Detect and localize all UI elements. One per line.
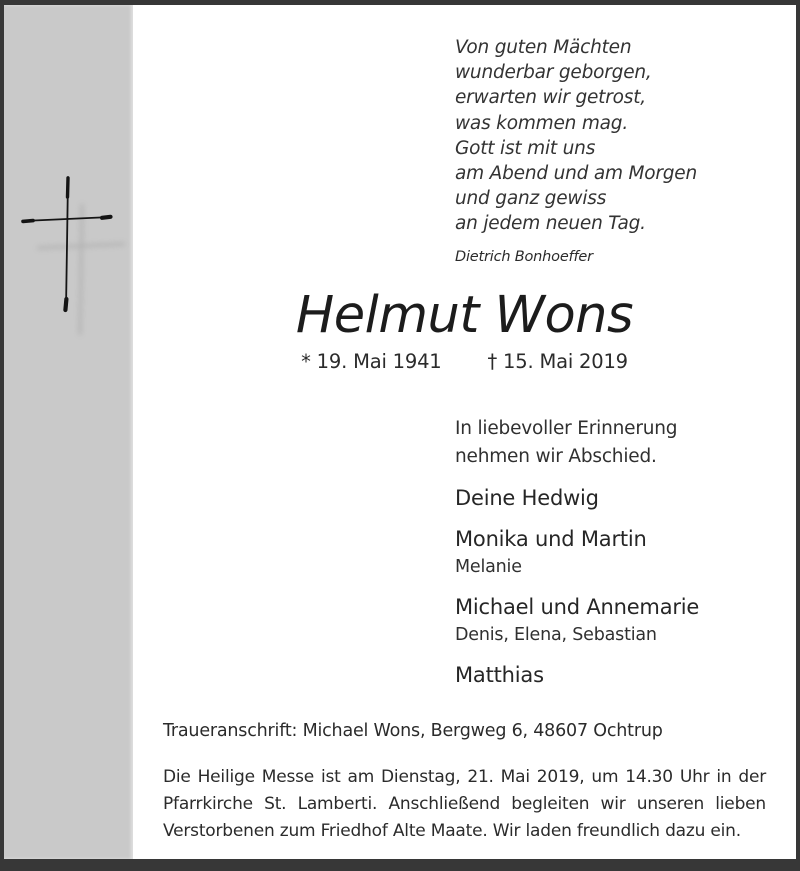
deceased-name: Helmut Wons <box>295 286 634 345</box>
memorial-poem <box>455 35 697 270</box>
frame-top <box>0 0 800 5</box>
footer-section <box>163 721 766 845</box>
poem-line: am Abend und am Morgen <box>455 163 698 185</box>
deceased-block <box>133 288 796 373</box>
poem-line: an jedem neuen Tag. <box>455 213 646 235</box>
funeral-service-info: Die Heilige Messe ist am Dienstag, 21. Mai 2019, um 14.30 Uhr in der Pfarrkirche St. Lamberti. Anschließend begleiten wir unseren lieben Verstorbenen zum Friedhof Alte Maate. Wir laden freundlich dazu ein. <box>163 767 766 841</box>
birth-date: * 19. Mai 1941 <box>301 350 442 374</box>
life-dates <box>133 350 796 373</box>
mourner-children: Denis, Elena, Sebastian <box>455 625 657 645</box>
poem-line: erwarten wir getrost, <box>455 87 646 109</box>
poem-line: was kommen mag. <box>455 112 629 134</box>
poem-line: Von guten Mächten <box>455 37 632 58</box>
death-date: † 15. Mai 2019 <box>487 350 628 374</box>
mourner-name: Monika und Martin <box>455 527 647 551</box>
poem-line: Gott ist mit uns <box>455 137 596 159</box>
mourner-name: Matthias <box>455 663 544 687</box>
poem-line: und ganz gewiss <box>455 188 607 210</box>
mourning-address: Traueranschrift: Michael Wons, Bergweg 6, 48607 Ochtrup <box>163 721 663 741</box>
memorial-cross-icon <box>4 135 137 375</box>
farewell-intro-line-1: In liebevoller Erinnerung <box>455 418 678 439</box>
mourner-children: Melanie <box>455 557 522 577</box>
mourner-name: Deine Hedwig <box>455 486 599 510</box>
mourner-entry <box>455 485 785 511</box>
farewell-section <box>455 415 785 688</box>
mourner-entry <box>455 594 785 647</box>
frame-bottom <box>0 859 800 871</box>
poem-line: wunderbar geborgen, <box>455 62 652 84</box>
mourner-entry <box>455 526 785 579</box>
sidebar-strip <box>4 5 133 859</box>
frame-right <box>796 0 800 871</box>
farewell-intro-line-2: nehmen wir Abschied. <box>455 445 657 467</box>
mourner-name: Michael und Annemarie <box>455 595 700 619</box>
poem-author: Dietrich Bonhoeffer <box>455 248 593 265</box>
obituary-content <box>133 5 796 859</box>
mourner-entry <box>455 662 785 688</box>
frame-left <box>0 0 4 871</box>
